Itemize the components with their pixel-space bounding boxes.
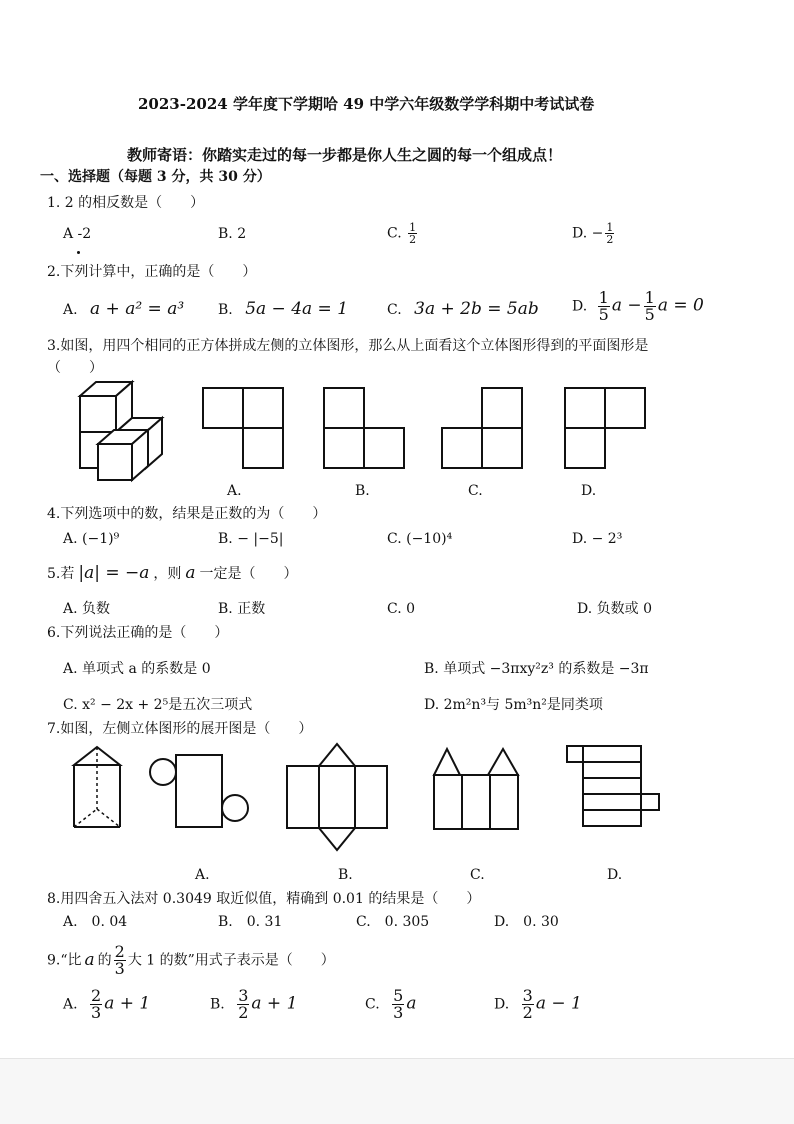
q5-stem — [47, 564, 298, 583]
q7-stem: 7.如图，左侧立体图形的展开图是（ ） — [47, 721, 313, 737]
q3-stem-paren: （ ） — [47, 360, 103, 376]
q2-d-frac2: $\frac{1}{5}$ — [644, 288, 655, 324]
q1-d-fraction — [605, 222, 614, 245]
q6-option-c: C. x² − 2x + 2⁵是五次三项式 — [63, 697, 253, 713]
q1-option-b: B. 2 — [218, 226, 247, 242]
q9-b-fraction — [237, 988, 249, 1021]
frac-den: 3 — [91, 1003, 102, 1022]
q4-option-a: A. (−1)⁹ — [63, 531, 120, 547]
frac-den: 2 — [409, 233, 417, 246]
q3-option-c-figure — [441, 387, 523, 469]
q1-c-fraction — [408, 222, 417, 245]
frac-den: 2 — [606, 233, 614, 246]
q2-c-expr: 3a + 2b = 5ab — [414, 299, 539, 319]
q2-option-b — [218, 300, 348, 319]
q7-label-c: C. — [470, 867, 485, 883]
q9-stem-mid: 的 — [97, 952, 112, 969]
q9-c-label: C. — [365, 996, 380, 1013]
frac-num: 3 — [238, 986, 249, 1005]
frac-num: 1 — [606, 221, 614, 234]
q2-c-label: C. — [387, 302, 402, 318]
q6-option-d: D. 2m²n³与 5m³n²是同类项 — [424, 697, 603, 713]
q9-option-c — [365, 988, 416, 1021]
q2-d-label: D. — [572, 298, 588, 315]
q7-label-d: D. — [607, 867, 623, 883]
q3-option-d-figure — [564, 387, 646, 469]
q3-solid-figure — [70, 378, 180, 488]
exam-title: 2023-2024 学年度下学期哈 49 中学六年级数学学科期中考试试卷 — [138, 95, 595, 113]
q3-option-b-figure — [323, 387, 405, 469]
q5-option-c: C. 0 — [387, 601, 416, 617]
q6-option-a: A. 单项式 a 的系数是 0 — [63, 661, 211, 677]
q1-stem: 1. 2 的相反数是（ ） — [47, 195, 205, 211]
q1-option-a: A -2 — [63, 226, 92, 242]
q7-prism-figure — [70, 745, 125, 835]
q5-option-a: A. 负数 — [63, 601, 111, 617]
frac-num: 2 — [114, 942, 125, 961]
q9-option-d — [494, 988, 582, 1021]
q1-c-label: C. — [387, 225, 407, 242]
q4-option-b: B. − |−5| — [218, 531, 284, 547]
q9-option-b — [210, 988, 297, 1021]
q4-stem: 4.下列选项中的数，结果是正数的为（ ） — [47, 506, 327, 522]
q9-option-a — [63, 988, 150, 1021]
q2-option-d — [572, 290, 704, 323]
q8-option-c: C. 0. 305 — [356, 914, 430, 930]
q2-a-expr: a + a² = a³ — [90, 299, 185, 319]
q9-d-label: D. — [494, 996, 510, 1013]
q9-a-fraction — [90, 988, 102, 1021]
q2-d-mid: a − — [611, 295, 642, 316]
q7-label-a: A. — [195, 867, 210, 883]
frac-num: 1 — [409, 221, 417, 234]
q9-stem-fraction — [114, 944, 126, 977]
q2-b-label: B. — [218, 302, 233, 318]
q9-stem-pre: 9.“比 — [47, 952, 82, 969]
q9-stem-post: 大 1 的数”用式子表示是（ ） — [127, 952, 335, 969]
q5-stem-post: 一定是（ ） — [199, 566, 298, 582]
q1-option-d — [572, 222, 616, 245]
q9-d-fraction — [522, 988, 534, 1021]
q3-label-b: B. — [355, 483, 370, 499]
q1-option-c — [387, 222, 419, 245]
q4-option-d: D. − 2³ — [572, 531, 623, 547]
frac-den: 2 — [238, 1003, 249, 1022]
frac-den: 3 — [114, 959, 125, 978]
q9-a-label: A. — [63, 996, 78, 1013]
q9-b-label: B. — [210, 996, 225, 1013]
frac-num: 3 — [522, 986, 533, 1005]
q3-label-d: D. — [581, 483, 597, 499]
q5-variable: a — [185, 563, 196, 583]
q7-label-b: B. — [338, 867, 353, 883]
frac-num: 5 — [393, 986, 404, 1005]
frac-den: 3 — [393, 1003, 404, 1022]
q6-stem: 6.下列说法正确的是（ ） — [47, 625, 229, 641]
ink-dot — [77, 251, 80, 254]
frac-num: 2 — [91, 986, 102, 1005]
q3-option-a-figure — [202, 387, 284, 469]
q2-d-frac1: $\frac{1}{5}$ — [598, 288, 609, 324]
q5-option-d: D. 负数或 0 — [577, 601, 652, 617]
q5-stem-mid: ，则 — [153, 566, 182, 582]
q3-label-c: C. — [468, 483, 483, 499]
q5-condition: |a| = −a — [78, 563, 150, 583]
q7-option-d-figure — [565, 744, 665, 829]
teacher-motto: 教师寄语：你踏实走过的每一步都是你人生之圆的每一个组成点！ — [127, 146, 563, 164]
q9-c-tail: a — [406, 993, 417, 1014]
q8-option-a: A. 0. 04 — [63, 914, 128, 930]
q2-b-expr: 5a − 4a = 1 — [245, 299, 349, 319]
q9-b-tail: a + 1 — [251, 993, 298, 1014]
q2-d-tail: a = 0 — [657, 295, 704, 316]
q6-option-b: B. 单项式 −3πxy²z³ 的系数是 −3π — [424, 661, 649, 677]
q9-stem — [47, 944, 335, 977]
q8-option-b: B. 0. 31 — [218, 914, 283, 930]
q4-option-c: C. (−10)⁴ — [387, 531, 453, 547]
q7-option-b-figure — [285, 742, 405, 852]
q7-option-c-figure — [432, 745, 522, 835]
page-bottom-margin — [0, 1058, 794, 1124]
q3-label-a: A. — [227, 483, 242, 499]
q9-a-tail: a + 1 — [104, 993, 151, 1014]
q2-option-a — [63, 300, 184, 319]
q5-option-b: B. 正数 — [218, 601, 266, 617]
q9-d-tail: a − 1 — [535, 993, 582, 1014]
q8-option-d: D. 0. 30 — [494, 914, 559, 930]
q2-option-c — [387, 300, 539, 319]
q5-stem-pre: 5.若 — [47, 566, 75, 582]
q1-d-label: D. − — [572, 225, 604, 242]
q9-c-fraction — [392, 988, 404, 1021]
q2-stem: 2.下列计算中，正确的是（ ） — [47, 264, 257, 280]
q7-option-a-figure — [145, 750, 255, 840]
q2-a-label: A. — [63, 302, 78, 318]
q9-variable: a — [84, 949, 95, 970]
q3-stem: 3.如图，用四个相同的正方体拼成左侧的立体图形，那么从上面看这个立体图形得到的平面图形是 — [47, 338, 649, 354]
q8-stem: 8.用四舍五入法对 0.3049 取近似值，精确到 0.01 的结果是（ ） — [47, 891, 481, 907]
frac-den: 2 — [522, 1003, 533, 1022]
section-heading: 一、选择题（每题 3 分，共 30 分） — [40, 169, 271, 185]
